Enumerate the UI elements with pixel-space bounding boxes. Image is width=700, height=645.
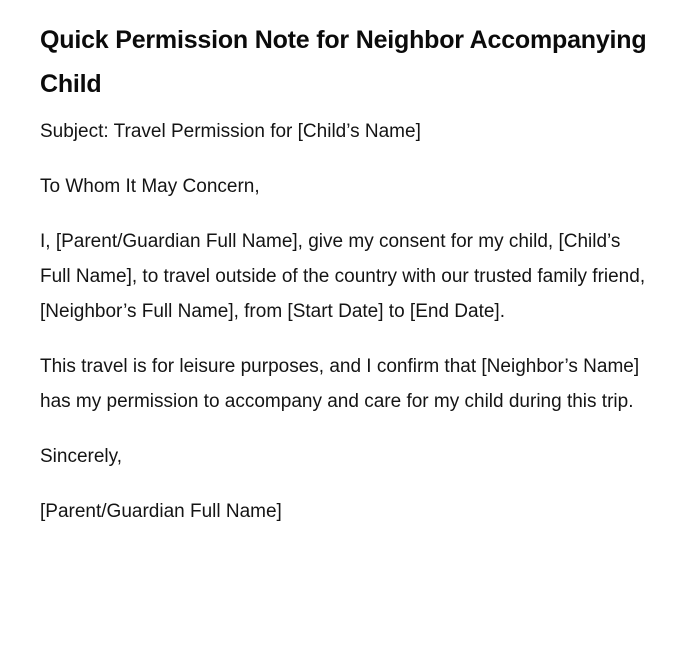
- body-paragraph-purpose: This travel is for leisure purposes, and I confirm that [Neighbor’s Name] has my permission to accompany and care for my child during this trip.: [40, 356, 640, 412]
- body-paragraph-consent: I, [Parent/Guardian Full Name], give my consent for my child, [Child’s Full Name], to travel outside of the country with our trusted family friend, [Neighbor’s Full Name], from [Start Date] to [End Date].: [40, 231, 646, 322]
- letter-document: [40, 18, 655, 549]
- salutation: To Whom It May Concern,: [40, 176, 260, 197]
- signature-placeholder: [Parent/Guardian Full Name]: [40, 501, 282, 522]
- document-title: Quick Permission Note for Neighbor Accompanying Child: [40, 26, 647, 98]
- subject-line: Subject: Travel Permission for [Child’s Name]: [40, 121, 421, 142]
- closing: Sincerely,: [40, 446, 123, 467]
